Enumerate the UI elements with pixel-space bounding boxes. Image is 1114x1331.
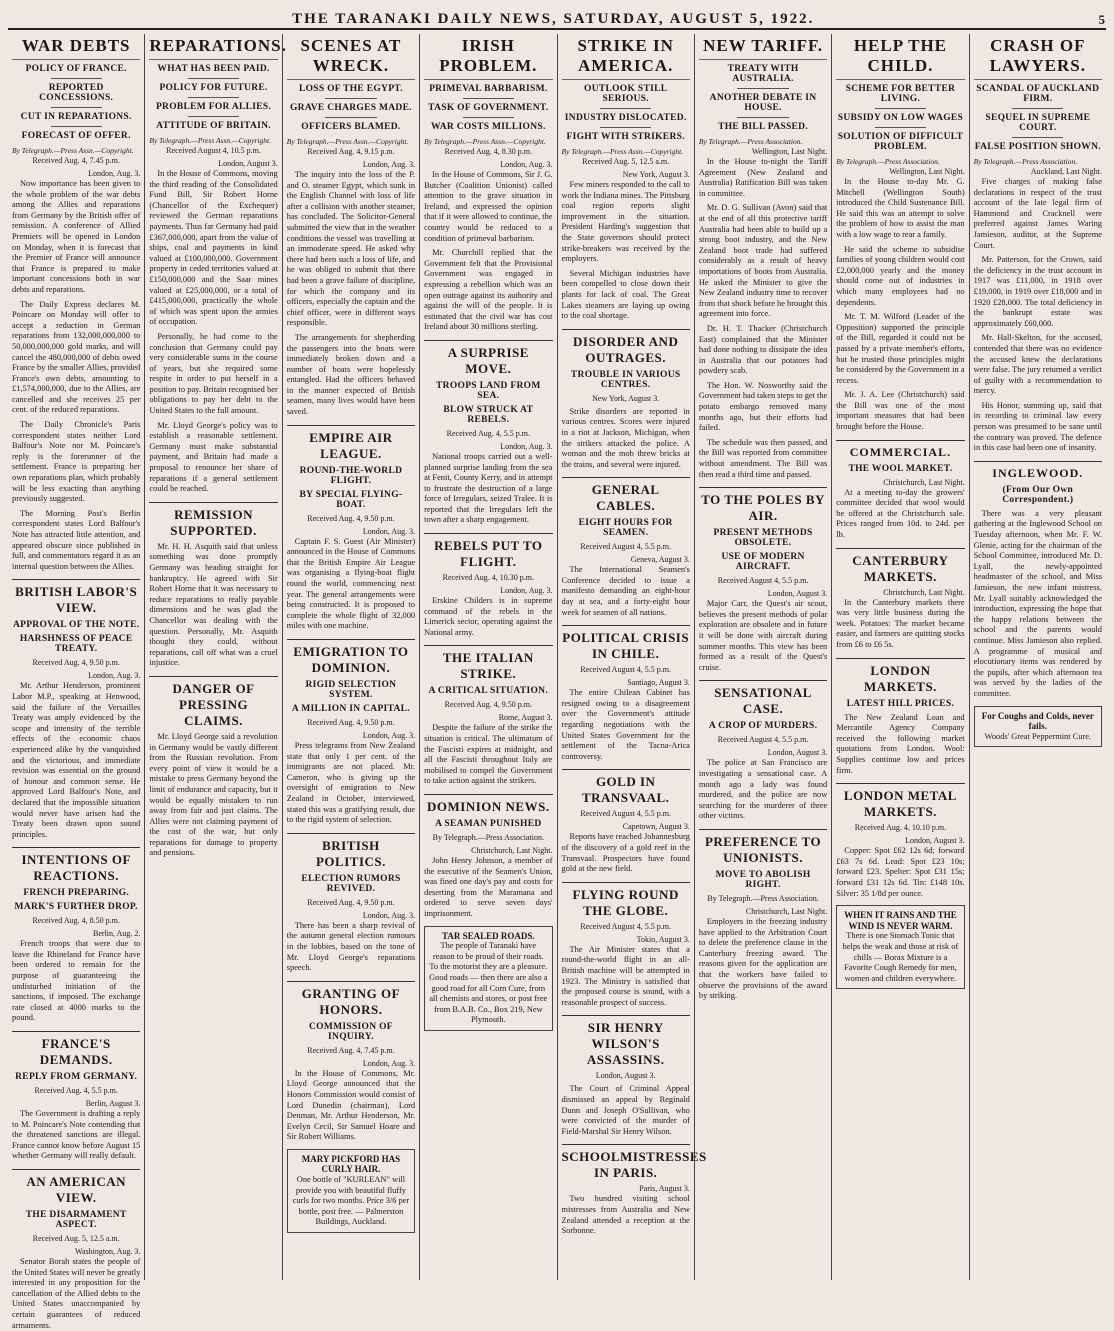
subhead-divider (1012, 137, 1063, 138)
article-headline: WAR DEBTS (12, 36, 140, 60)
article-paragraph: In the House to-day Mr. G. Mitchell (Wellington South) introduced the Child Sustenance Bill. He said this was an attempt to solve the problem of how to assist the man with a low wage to rear a family. (836, 177, 965, 239)
section-received: Received Aug. 5, 12.5 a.m. (32, 1234, 120, 1243)
section-heading: THE ITALIAN STRIKE. (442, 650, 534, 682)
section-body: John Henry Johnson, a member of the executive of the Seamen's Union, was fined one day's pay and costs for deserting from the Maramana and ordered to serve seven days' imprisonment. (424, 856, 553, 918)
section-body: Reports have reached Johannesburg of the discovery of a gold reef in the Transvaal. Prospectors have found gold at the new field. (561, 832, 690, 874)
section-divider (562, 329, 690, 330)
subhead-divider (875, 127, 926, 128)
section-subhead: (From Our Own Correspondent.) (1002, 484, 1074, 505)
section-heading: BRITISH POLITICS. (315, 837, 386, 869)
section-place: London, August 3. (767, 748, 828, 758)
section-divider (287, 425, 415, 426)
subhead-divider (51, 126, 102, 127)
article-subhead: SUBSIDY ON LOW WAGES (837, 113, 964, 123)
section-divider (12, 847, 140, 848)
section-received: Received Aug. 4, 10.30 p.m. (442, 573, 534, 583)
section-body: Press telegrams from New Zealand state that only 1 per cent. of the immigrants are not placed. Mr. Cameron, who is giving up the oversight of emigration to New Zealand in October, interviewed, stated this was a gratifying result, due to the rigid system of selection. (286, 741, 416, 825)
section-subhead: APPROVAL OF THE NOTE. (12, 620, 140, 631)
article-received: Received Aug. 5, 12.5 a.m. (582, 157, 670, 166)
section-received: Received August 4, 5.5 p.m. (580, 665, 672, 675)
section-place: Christchurch, Last Night. (745, 906, 828, 916)
article-paragraph: In the House to-night the Tariff Agreement (New Zealand and Australia) Ratification Bill was taken in committee. (698, 157, 828, 198)
article-subhead: POLICY FOR FUTURE. (159, 83, 268, 93)
section-place: Paris, August 3. (639, 1184, 690, 1194)
article-place: London, Aug. 3. (362, 160, 416, 169)
section-divider (12, 579, 140, 580)
section-received: Received August 4, 5.5 p.m. (580, 809, 672, 819)
section-subhead: FRENCH PREPARING. (23, 888, 130, 899)
article-headline: CRASH OF LAWYERS. (974, 36, 1102, 80)
advertisement (424, 926, 552, 1031)
article-subhead: SEQUEL IN SUPREME COURT. (985, 113, 1091, 133)
article-paragraph: The arrangements for shepherding the passengers into the boats were immediately broken down and a number of boats were hopelessly entangled. Had the officers behaved in the manner expected of British seamen, many lives would have been saved. (286, 332, 416, 417)
article-dateline: By Telegraph.—Press Assn.—Copyright. (286, 137, 409, 146)
article-place: London, Aug. 3. (500, 160, 553, 169)
article-paragraph: In the House of Commons, moving the third reading of the Consolidated Fund Bill, Sir Robert Horne (Chancellor of the Exchequer) reviewed the German reparations payments. Thus far Germany had paid £367,000,000, apart from the value of ships, coal and payments in kind valued at £100,000,000. Government property in ceded territories valued at £150,000,000 and the Saar mines valued at £25,000,000, or a total of £415,000,000, practically the whole of which was spent upon the armies of occupation. (149, 169, 278, 327)
subhead-divider (188, 116, 239, 117)
subhead-divider (463, 98, 514, 99)
column-wreck (282, 34, 419, 1280)
section-received: Received August 4, 5.5 p.m. (580, 921, 672, 931)
section-heading: AN AMERICAN VIEW. (26, 1174, 127, 1205)
section-place: Tokio, August 3. (636, 934, 690, 944)
section-place: Christchurch, Last Night. (883, 477, 965, 487)
article-headline: STRIKE IN AMERICA. (562, 36, 690, 80)
section-received: Received Aug. 4, 9.50 p.m. (307, 513, 395, 523)
subhead-divider (188, 97, 239, 98)
article-subhead: ATTITUDE OF BRITAIN. (156, 121, 271, 131)
section-divider (287, 639, 415, 640)
section-body: Despite the failure of the strike the situation is critical. The ultimatum of the Fascisti expires at midnight, and all the Fascisti throughout Italy are mobilised to compel the Government to take action against the strikers. (424, 723, 553, 786)
article-paragraph: Dr. H. T. Thacker (Christchurch East) complained that the Minister had done nothing to dissipate the idea in Australia that our potatoes had powdery scab. (698, 323, 828, 376)
section-body: Employers in the freezing industry have applied to the Arbitration Court to delete the preference clause in the Canterbury freezing award. The reasons given for the application are that the workers have failed to observe the provisions of the award by striking. (698, 916, 828, 1001)
section-place: Berlin, Aug. 2. (93, 929, 141, 939)
article-dateline: By Telegraph.—Press Assn.—Copyright. (12, 146, 134, 155)
article-received: Received Aug. 4, 8.30 p.m. (444, 147, 532, 156)
subhead-divider (600, 127, 651, 128)
section-body: Mr. Arthur Henderson, prominent Labor M.P., speaking at Henwood, said the failure of the Versailles Treaty was amply evidenced by the scope and intensity of the terrible effects of the economic chaos experienced alike by the vanquished and the victorious, and immediate revision was essential on the ground of honour and common sense. He approved Lord Balfour's Note, and declared that the impossible situation would never have arisen had the Treaty been drawn upon sound principles. (12, 681, 141, 839)
section-received: Received Aug. 4, 5.5 p.m. (446, 428, 530, 438)
section-received: Received Aug. 4, 9.50 p.m. (307, 897, 395, 907)
article-paragraph: Five charges of making false declarations in respect of the trust account of the late legal firm of Hammond and Cracknell were preferred against James Waring Jamieson, auditor, at the Supreme Court. (973, 177, 1102, 250)
article-subhead: ANOTHER DEBATE IN HOUSE. (709, 93, 817, 113)
section-received: Received Aug. 4, 9.50 p.m. (307, 718, 395, 727)
article-subhead: FIGHT WITH STRIKERS. (566, 132, 685, 142)
article-subhead: CUT IN REPARATIONS. (20, 112, 132, 122)
section-divider (287, 833, 415, 834)
subhead-divider (51, 107, 102, 108)
article-paragraph: Mr. D. G. Sullivan (Avon) said that at the end of all this protective tariff Australia had been able to build up a strong boot industry, and the New Zealand boot trade had suffered considerably as a result of heavy importations of boots from Australia. He asked the Minister to give the New Zealand industry time to recover from that shock before he brought this agreement into force. (698, 203, 828, 319)
section-divider (836, 548, 964, 549)
article-dateline: By Telegraph.—Press Association. (973, 157, 1078, 166)
section-divider (836, 783, 964, 784)
section-divider (836, 658, 964, 659)
section-divider (699, 680, 827, 681)
section-body: There has been a sharp revival of the autumn general election rumours in the lobbies, based on the tone of Mr. Lloyd George's reparations speech. (286, 920, 416, 973)
article-paragraph: The Daily Express declares M. Poincare on Monday will offer to accept a reduction in German reparations from 132,000,000,000 to 50,000,000,000 gold marks, and will cancel the 480,000,000 of debts owed France by the smaller Allies, provided France's own debts, amounting to £1,574,000,000, due to the Allies, are cancelled and she receives 25 per cent. of the reduced reparations. (12, 299, 141, 415)
section-received: Received Aug. 4, 9.50 p.m. (444, 700, 532, 710)
subhead-divider (875, 108, 926, 109)
article-dateline: By Telegraph.—Press Assn.—Copyright. (424, 137, 546, 146)
section-body: Copper: Spot £62 12s 6d; forward £63 7s 6d. Lead: Spot £23 10s; forward £23. Spelter: Spot £31 15s; forward £31 12s 6d. Tin: £148 10s. Silver: 35 1/8d per ounce. (836, 846, 965, 898)
article-paragraph: The schedule was then passed, and the Bill was reported from committee without amendment. The Bill was then read a third time and passed. (698, 437, 828, 479)
section-divider (836, 440, 964, 441)
article-paragraph: He said the scheme to subsidise families of young children would cost £2,000,000 yearly and the money should come out of industries in which many employees had no dependents. (836, 244, 965, 307)
section-body: National troops carried out a well-planned surprise landing from the sea at Fenit, County Kerry, and in attempt to frustrate the destruction of a large force of Irregulars, seized Tralee. It is reported that the Irregulars left the town after a sharp engagement. (424, 451, 553, 525)
article-headline: SCENES AT WRECK. (287, 36, 415, 80)
article-subhead: WHAT HAS BEEN PAID. (157, 64, 270, 74)
section-place: London, Aug. 3. (500, 586, 553, 596)
article-paragraph: Mr. Patterson, for the Crown, said the deficiency in the trust account in 1917 was £11,000, in 1918 over £19,000, in 1919 over £18,000 and in 1920 £28,000. The total deficiency in the bankrupt estate was approximately £60,000. (973, 255, 1102, 328)
article-paragraph: The Daily Chronicle's Paris correspondent states neither Lord Balfour's Note nor M. Poincare's reply is the forerunner of the settlement. France is preparing her own reparations plan, which probably will be less exacting than anything previously suggested. (12, 420, 141, 504)
section-received: New York, August 3. (592, 393, 660, 403)
section-received: Received August 4, 5.5 p.m. (580, 542, 672, 552)
section-heading: GRANTING OF HONORS. (301, 985, 401, 1017)
article-subhead: POLICY OF FRANCE. (25, 64, 127, 74)
section-body: At a meeting to-day the growers' committee decided that wool would be offered at the Christchurch sale. Prices ranged from 10d. to 24d. per lb. (836, 487, 965, 540)
subhead-divider (737, 88, 788, 89)
section-subhead: THE WOOL MARKET. (848, 463, 953, 474)
section-subhead: RIGID SELECTION SYSTEM. (305, 680, 397, 700)
columns-container (8, 34, 1106, 1330)
section-heading: FRANCE'S DEMANDS. (39, 1036, 113, 1068)
section-subhead: TROUBLE IN VARIOUS CENTRES. (570, 369, 681, 390)
section-body: In the Canterbury markets there was very little business during the week. Potatoes: The market became easier, and farmers are quitting stocks from £6 to £6 5s. (836, 597, 965, 649)
section-subhead: REPLY FROM GERMANY. (15, 1072, 138, 1083)
article-paragraph: In the House of Commons, Sir J. G. Butcher (Coalition Unionist) called attention to the grave situation in Ireland, and expressed the opinion that if it were allowed to continue, the country would be reduced to a condition of primeval barbarism. (424, 170, 553, 243)
article-place: London, August 3. (218, 159, 278, 168)
article-subhead: GRAVE CHARGES MADE. (289, 103, 412, 113)
section-body: The Court of Criminal Appeal dismissed an appeal by Reginald Dunn and Joseph O'Sullivan, who were convicted of the murder of Field-Marshal Sir Henry Wilson. (561, 1084, 690, 1136)
section-heading: EMPIRE AIR LEAGUE. (309, 429, 393, 461)
article-received: Received August 4, 10.5 p.m. (166, 146, 261, 155)
article-received: Received Aug. 4, 9.15 p.m. (307, 147, 395, 156)
section-place: London, August 3. (767, 589, 828, 599)
section-heading: DISORDER AND OUTRAGES. (573, 333, 679, 365)
advertisement-title: MARY PICKFORD HAS CURLY HAIR. (301, 1153, 401, 1175)
advertisement-text: One bottle of "KURLEAN" will provide you with beautiful fluffy curls for two months. Price 3/6 per bottle, post free. — Palmerston Buildings, Auckland. (292, 1175, 410, 1227)
section-heading: BRITISH LABOR'S VIEW. (15, 584, 138, 616)
article-paragraph: The Hon. W. Nosworthy said the Government had taken steps to get the potato embargo removed many months ago, but their efforts had failed. (698, 380, 828, 433)
article-headline: IRISH PROBLEM. (424, 36, 552, 80)
article-headline: REPARATIONS. (149, 36, 277, 60)
section-body: Strike disorders are reported in various centres. Scores were injured in a riot at Jackson, Michigan, when the strikers attacked the police. A woman and the mob threw bricks at the trains, and several were injured. (561, 406, 690, 469)
section-subhead: LATEST HILL PRICES. (846, 698, 955, 709)
section-body: Senator Borah states the people of the United States will never be greatly interested in any proposition for the cancellation of the Allied debts to the United States unaccompanied by certain guarantees of reduced armaments. (12, 1257, 141, 1330)
section-body: The police at San Francisco are investigating a sensational case. A month ago a lady was found murdered, and the police are now searching for the murderer of three other victims. (698, 758, 828, 821)
section-heading: SIR HENRY WILSON'S ASSASSINS. (586, 1020, 665, 1068)
advertisement-text: Woods' Great Peppermint Cure. (984, 731, 1092, 741)
article-subhead: THE BILL PASSED. (718, 122, 809, 132)
article-subhead: LOSS OF THE EGYPT. (298, 84, 403, 94)
article-subhead: INDUSTRY DISLOCATED. (564, 113, 687, 123)
article-received: Received Aug. 4, 7.45 p.m. (32, 156, 120, 165)
section-divider (562, 1144, 690, 1145)
article-place: Wellington, Last Night. (751, 147, 828, 156)
section-subhead: HARSHNESS OF PEACE TREATY. (19, 634, 133, 655)
article-subhead: REPORTED CONCESSIONS. (39, 83, 114, 103)
column-tariff (694, 34, 831, 1280)
section-heading: REMISSION SUPPORTED. (170, 506, 257, 538)
subhead-divider (1012, 108, 1063, 109)
subhead-divider (463, 117, 514, 118)
section-body: Captain F. S. Guest (Air Minister) announced in the House of Commons that the British Empire Air League was organising a flying-boat flight round the world, commencing next year. The general arrangements were being constructed. It is proposed to complete the whole flight of 32,000 miles with one machine. (286, 536, 416, 631)
section-place: Santiago, August 3. (627, 678, 690, 688)
article-paragraph: Personally, he had come to the conclusion that Germany could pay very considerable sums in the course of years, but she required some respite in order to put herself in a position to pay. Britain recognised her obligations to pay her debt to the United States to the full amount. (149, 331, 278, 416)
section-place: London, Aug. 3. (362, 526, 416, 536)
article-dateline: By Telegraph.—Press Association. (698, 137, 803, 146)
column-reparations (144, 34, 287, 1280)
section-subhead: TROOPS LAND FROM SEA. (436, 380, 541, 401)
section-heading: TO THE POLES BY AIR. (701, 492, 825, 524)
section-received: Received Aug. 4, 9.50 p.m. (32, 658, 120, 668)
section-divider (149, 502, 277, 503)
section-received: By Telegraph.—Press Association. (707, 893, 819, 903)
article-dateline: By Telegraph.—Press Assn.—Copyright. (149, 136, 271, 145)
section-body: The Government is drafting a reply to M. Poincare's Note contending that the threatened sanctions are illegal. France cannot know before August 15 whether Germany will really default. (12, 1109, 141, 1161)
section-divider (562, 625, 690, 626)
article-subhead: SOLUTION OF DIFFICULT PROBLEM. (837, 132, 964, 152)
article-paragraph: The Morning Post's Berlin correspondent states Lord Balfour's Note has attracted little attention, and appeared obscure since published in full, and commentators regard it as an internal question between the Allies. (12, 508, 141, 571)
masthead-title: THE TARANAKI DAILY NEWS, SATURDAY, AUGUST 5, 1922. (292, 11, 815, 27)
article-paragraph: Mr. T. M. Wilford (Leader of the Opposition) supported the principle of the Bill, regarded it could not be passed by a private member's efforts, but he trusted those principles might be considered by the Government in a recess. (836, 312, 965, 385)
section-heading: DOMINION NEWS. (427, 799, 550, 814)
column-irish (419, 34, 556, 1280)
section-heading: INTENTIONS OF REACTIONS. (21, 852, 131, 884)
section-body: Erskine Childers is in supreme command of the rebels in the Limerick sector, operating against the National army. (424, 596, 553, 637)
section-heading: EMIGRATION TO DOMINION. (293, 644, 409, 675)
section-received: By Telegraph.—Press Association. (432, 833, 544, 842)
section-subhead: EIGHT HOURS FOR SEAMEN. (578, 518, 673, 539)
section-divider (974, 461, 1102, 462)
article-dateline: By Telegraph.—Press Assn.—Copyright. (561, 147, 684, 156)
subhead-divider (188, 78, 239, 79)
section-received: London, August 3. (595, 1071, 656, 1081)
section-subhead: PRESENT METHODS OBSOLETE. (713, 528, 813, 549)
section-heading: A SURPRISE MOVE. (447, 344, 529, 376)
article-subhead: TASK OF GOVERNMENT. (428, 103, 549, 113)
section-received: Received August 4, 5.5 p.m. (717, 576, 809, 586)
section-divider (699, 487, 827, 488)
article-place: London, Aug. 3. (88, 169, 141, 178)
section-heading: POLITICAL CRISIS IN CHILE. (562, 630, 690, 662)
section-subhead: BLOW STRUCK AT REBELS. (443, 404, 534, 425)
article-subhead: OUTLOOK STILL SERIOUS. (584, 84, 668, 104)
section-place: Capetown, August 3. (622, 822, 690, 832)
section-place: Washington, Aug. 3. (75, 1247, 141, 1256)
article-paragraph: Few miners responded to the call to work the Indiana mines. The Pittsburg coal region reports slight improvement in the situation. President Harding's suggestion that the State governors should protect strike-breakers was received by the employers. (561, 180, 690, 264)
subhead-divider (737, 117, 788, 118)
section-place: London, Aug. 3. (88, 671, 141, 681)
section-divider (562, 882, 690, 883)
section-body: The entire Chilean Cabinet has resigned owing to a disagreement over the Government's attitude regarding negotiations with the United States Government for the settlement of the Tacna-Arica controversy. (561, 688, 690, 761)
section-body: The New Zealand Loan and Mercantile Agency Company received the following market quotations from London. Wool: Supplies continue low and prices firm. (836, 712, 965, 775)
article-paragraph: Mr. J. A. Lee (Christchurch) said the Bill was one of the most important measures that had been brought before the House. (836, 390, 965, 432)
section-heading: LONDON METAL MARKETS. (843, 788, 957, 820)
advertisement-text: The people of Taranaki have reason to be proud of their roads. To the motorist they are a pleasure. Good roads — then there are also a good road for all Corn Cure, from all chemists and stores, or post free from B.A.B. Co., Box 219, New Plymouth. (429, 941, 548, 1025)
section-place: Geneva, August 3. (630, 555, 690, 565)
section-subhead: ROUND-THE-WORLD FLIGHT. (299, 465, 403, 486)
article-headline: HELP THE CHILD. (836, 36, 964, 80)
article-place: New York, August 3. (622, 170, 690, 179)
section-divider (562, 1015, 690, 1016)
masthead (8, 6, 1106, 30)
section-place: London, Aug. 3. (362, 910, 416, 920)
section-place: Rome, August 3. (498, 713, 553, 723)
section-place: Christchurch, Last Night. (883, 587, 965, 597)
article-subhead: PROBLEM FOR ALLIES. (155, 102, 272, 112)
page-number: 5 (1098, 12, 1106, 27)
section-place: London, Aug. 3. (362, 1058, 416, 1068)
section-place: Christchurch, Last Night. (471, 846, 553, 855)
section-place: London, August 3. (905, 836, 965, 846)
section-body: French troops that were due to leave the Rhineland for France have been ordered to remain for the purpose of guaranteeing the undisturbed initiation of the sanctions, if imposed. The exchange rate closed at 4000 marks to the pound. (12, 939, 141, 1023)
section-heading: DANGER OF PRESSING CLAIMS. (172, 680, 255, 728)
subhead-divider (325, 117, 376, 118)
advertisement (836, 905, 964, 989)
column-america (557, 34, 707, 1280)
section-subhead: A CROP OF MURDERS. (708, 721, 818, 732)
article-subhead: TREATY WITH AUSTRALIA. (727, 64, 799, 84)
article-place: Auckland, Last Night. (1030, 167, 1102, 176)
section-body: The International Seamen's Conference decided to issue a manifesto demanding an eight-hour day at sea, and a forty-eight hour week for seamen of all nations. (561, 565, 690, 617)
subhead-divider (600, 108, 651, 109)
subhead-divider (51, 78, 102, 79)
section-body: Mr. H. H. Asquith said that unless something was done promptly Germany was heading straight for bankruptcy. He agreed with Sir Robert Horne that it was necessary to reduce reparations to really payable dimensions and he was glad the Chancellor was dealing with the question. Personally, Mr. Asquith thought they could, without reparations, call off what was a cruel injustice. (149, 541, 278, 668)
section-heading: REBELS PUT TO FLIGHT. (434, 538, 543, 570)
advertisement (287, 1149, 415, 1233)
section-divider (562, 769, 690, 770)
section-received: Received Aug. 4, 7.45 p.m. (307, 1045, 395, 1055)
article-paragraph: Mr. Hall-Skelton, for the accused, contended that there was no evidence the accused knew the declarations were false. The jury returned a verdict of guilty with a recommendation to mercy. (973, 333, 1102, 396)
section-divider (287, 981, 415, 982)
article-subhead: SCHEME FOR BETTER LIVING. (845, 84, 956, 104)
article-paragraph: Mr. Churchill replied that the Government felt that the Provisional Government was engaged in expressing a rebellion which was an open outrage against its authority and against the will of the people. It is estimated that the civil war has cost Ireland about 30 millions sterling. (424, 248, 553, 332)
section-place: Berlin, August 3. (85, 1099, 141, 1109)
section-subhead: MOVE TO ABOLISH RIGHT. (715, 869, 811, 890)
article-subhead: WAR COSTS MILLIONS. (430, 122, 546, 132)
column-war_debts (8, 34, 144, 1330)
advertisement-title: For Coughs and Colds, never fails. (981, 710, 1094, 732)
section-heading: SCHOOLMISTRESSES IN PARIS. (561, 1149, 707, 1181)
article-paragraph: Several Michigan industries have been compelled to close down their plants for lack of coal. The Great Lakes steamers are laying up owing to the coal shortage. (561, 268, 690, 321)
article-subhead: PRIMEVAL BARBARISM. (429, 84, 548, 94)
section-body: There was a very pleasant gathering at the Inglewood School on Tuesday afternoon, when Mr. F. W. Glenie, acting for the chairman of the School Committee, introduced Mr. D. Lyall, the newly-appointed headmaster of the school, and Miss Jamieson, the new infant mistress. Mr. Lyall suitably acknowledged the introduction, expressing the hope that the happy relations between the school and the parents would continue. Miss Jamieson also replied. A programme of musical and elocutionary items was rendered by the pupils, after which afternoon tea was served by the ladies of the committee. (973, 508, 1102, 698)
article-subhead: FALSE POSITION SHOWN. (974, 142, 1101, 152)
section-subhead: A MILLION IN CAPITAL. (291, 704, 410, 714)
section-received: Received Aug. 4, 8.50 p.m. (32, 916, 120, 926)
section-received: Received Aug. 4, 5.5 p.m. (34, 1086, 118, 1096)
advertisement-text: There is one Stomach Tonic that helps the weak and those at risk of chills — Borax Mixture is a Favorite Cough Remedy for men, women and children everywhere. (842, 931, 959, 983)
article-dateline: By Telegraph.—Press Association. (836, 157, 940, 166)
article-subhead: OFFICERS BLAMED. (301, 122, 401, 132)
section-body: In the House of Commons, Mr. Lloyd George announced that the Honors Commission would consist of Lord Dunedin (chairman), Lord Denman, Mr. Arthur Henderson, Mr. Evelyn Cecil, Sir Samuel Hoare and Sir Robert Williams. (286, 1068, 416, 1142)
section-body: Major Carr, the Quest's air scout, believes the present methods of polar exploration are obsolete and in future it will be done with aircraft during summer months. This view has been formed as a result of the Quest's cruise. (698, 599, 828, 672)
section-heading: GENERAL CABLES. (591, 482, 660, 514)
section-heading: COMMERCIAL. (849, 444, 952, 459)
section-divider (424, 645, 552, 646)
section-body: Mr. Lloyd George said a revolution in Germany would be vastly different from the Russian revolution. From every point of view it would be a mistake to press Germany beyond the limit of endurance and capacity, but it would be equally mistaken to run away from fair and just claims. The Allies were not claiming payment of the cost of the war, but only reparations for damage to property and pensions. (149, 731, 278, 858)
section-subhead: MARK'S FURTHER DROP. (14, 902, 138, 913)
section-subhead: BY SPECIAL FLYING-BOAT. (299, 489, 403, 510)
section-divider (149, 676, 277, 677)
article-place: Wellington, Last Night. (889, 167, 965, 176)
section-body: The Air Minister states that a round-the-world flight in an all-British machine will be attempted in 1923. The Ministry is satisfied that the proposed course is sound, with a reasonable prospect of success. (561, 944, 690, 1007)
section-heading: CANTERBURY MARKETS. (852, 552, 949, 584)
column-lawyers (969, 34, 1106, 1280)
section-subhead: A CRITICAL SITUATION. (428, 686, 548, 697)
advertisement-title: TAR SEALED ROADS. (442, 930, 535, 941)
section-heading: FLYING ROUND THE GLOBE. (572, 886, 679, 918)
section-divider (562, 477, 690, 478)
section-received: Received August 4, 5.5 p.m. (717, 735, 809, 745)
section-received: Received Aug. 4, 10.10 p.m. (854, 823, 947, 833)
section-divider (12, 1169, 140, 1170)
section-subhead: A SEAMAN PUNISHED (435, 819, 542, 829)
column-child (831, 34, 968, 1280)
section-divider (424, 533, 552, 534)
article-paragraph: Now importance has been given to the whole problem of the war debts among the Allies and reparations from Germany by the British offer of remission. A conference of Allied Premiers will be opened in London on Monday, when it is forecast that the Premier of France will announce that France is prepared to make important concessions both in war debts and reparations. (12, 179, 141, 294)
section-heading: GOLD IN TRANSVAAL. (581, 774, 670, 806)
section-heading: LONDON MARKETS. (863, 662, 937, 694)
section-subhead: COMMISSION OF INQUIRY. (309, 1021, 393, 1042)
article-paragraph: Mr. Lloyd George's policy was to establish a reasonable settlement. Germany must make substantial payment, and Britain had made a proposal to renounce her share of reparations if a general settlement could be reached. (149, 420, 278, 494)
article-paragraph: The inquiry into the loss of the P. and O. steamer Egypt, which sunk in the English Channel with loss of life after a collision with another steamer, has concluded. The Solicitor-General submitted the view that in the weather conditions the vessel was travelling at an immoderate speed. He asked why there had been such a loss of life, and he was obliged to submit that there had been a grave failure of discipline, for which the company and its officers, especially the captain and the chief officer, were in different ways responsible. (286, 170, 416, 328)
section-place: London, Aug. 3. (362, 731, 416, 740)
advertisement-title: WHEN IT RAINS AND THE WIND IS NEVER WARM. (844, 910, 957, 931)
advertisement (974, 706, 1102, 748)
section-place: London, Aug. 3. (500, 441, 553, 451)
section-heading: INGLEWOOD. (992, 465, 1084, 480)
section-body: Two hundred visiting school mistresses from Australia and New Zealand attended a reception at the Sorbonne. (561, 1194, 690, 1236)
section-subhead: USE OF MODERN AIRCRAFT. (721, 552, 805, 573)
article-headline: NEW TARIFF. (699, 36, 827, 60)
article-paragraph: His Honor, summing up, said that in recording to criminal law every person was presumed to be sane until the contrary was proved. The defence in this case had been one of insanity. (973, 400, 1102, 453)
article-subhead: FORECAST OF OFFER. (21, 131, 131, 141)
section-subhead: ELECTION RUMORS REVIVED. (301, 873, 401, 894)
section-divider (699, 829, 827, 830)
section-heading: PREFERENCE TO UNIONISTS. (704, 833, 822, 865)
section-divider (424, 794, 552, 795)
section-divider (424, 340, 552, 341)
section-divider (12, 1031, 140, 1032)
article-subhead: SCANDAL OF AUCKLAND FIRM. (976, 84, 1100, 104)
subhead-divider (325, 98, 376, 99)
section-heading: SENSATIONAL CASE. (714, 685, 812, 717)
section-subhead: THE DISARMAMENT ASPECT. (25, 1210, 127, 1230)
